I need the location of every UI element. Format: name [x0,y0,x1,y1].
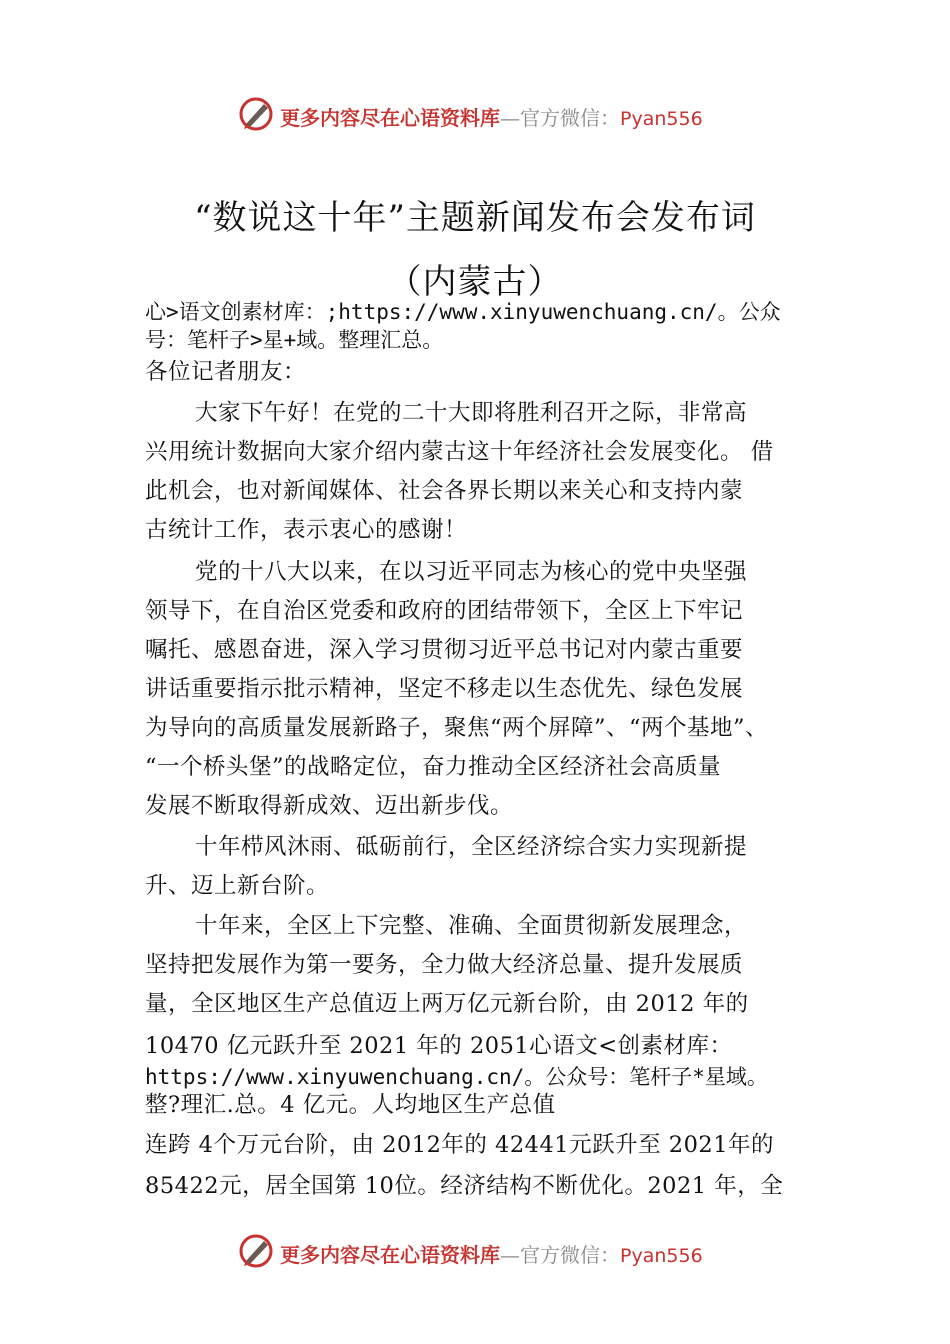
paragraph-line: 此机会，也对新闻媒体、社会各界长期以来关心和支持内蒙 [145,478,744,504]
paragraph-line: 量，全区地区生产总值迈上两万亿元新台阶，由 2012 年的 [145,991,749,1017]
pen-logo-icon [238,96,274,132]
paragraph-line: 十年来，全区上下完整、准确、全面贯彻新发展理念， [195,913,748,939]
watermark-line: 号：笔杆子>星+域。整理汇总。 [145,328,444,352]
paragraph-line: 10470 亿元跃升至 2021 年的 2051心语文<创素材库： [145,1033,733,1059]
watermark-line: 心>语文创素材库：;https://www.xinyuwenchuang.cn/。公众 [145,300,781,324]
paragraph-line: 古统计工作，表示衷心的感谢！ [145,517,468,543]
paragraph-line: 发展不断取得新成效、迈出新步伐。 [145,793,514,819]
banner-wechat-id: Pyan556 [620,1245,703,1267]
banner-wechat-label: —官方微信： [500,1243,620,1267]
paragraph-line: 领导下，在自治区党委和政府的团结带领下，全区上下牢记 [145,598,744,624]
paragraph-line: 大家下午好！在党的二十大即将胜利召开之际，非常高 [195,400,748,426]
paragraph-line: 85422元，居全国第 10位。经济结构不断优化。2021 年，全 [145,1173,784,1199]
page-title: “数说这十年”主题新闻发布会发布词 [194,198,756,238]
watermark-line: https://www.xinyuwenchuang.cn/。公众号：笔杆子*星域。 [145,1065,768,1089]
banner-wechat-id: Pyan556 [620,108,703,130]
paragraph-line: 为导向的高质量发展新路子，聚焦“两个屏障”、“两个基地”、 [145,715,769,741]
salutation: 各位记者朋友： [145,359,307,385]
paragraph-line: 坚持把发展作为第一要务，全力做大经济总量、提升发展质 [145,952,744,978]
page-subtitle: （内蒙古） [387,262,563,302]
paragraph-line: 讲话重要指示批示精神，坚定不移走以生态优先、绿色发展 [145,676,744,702]
paragraph-line: 整?理汇.总。4 亿元。人均地区生产总值 [145,1092,556,1118]
banner-brand: 更多内容尽在心语资料库 [280,1243,500,1267]
paragraph-line: 升、迈上新台阶。 [145,873,330,899]
banner-wechat-label: —官方微信： [500,106,620,130]
paragraph-line: 党的十八大以来，在以习近平同志为核心的党中央坚强 [195,559,748,585]
footer-banner [0,1233,950,1273]
paragraph-line: 兴用统计数据向大家介绍内蒙古这十年经济社会发展变化。 借 [145,439,774,465]
paragraph-line: 嘱托、感恩奋进，深入学习贯彻习近平总书记对内蒙古重要 [145,637,744,663]
paragraph-line: “一个桥头堡”的战略定位，奋力推动全区经济社会高质量 [145,754,722,780]
banner-brand: 更多内容尽在心语资料库 [280,106,500,130]
banner-text [280,1239,703,1268]
paragraph-line: 十年栉风沐雨、砥砺前行，全区经济综合实力实现新提 [195,834,748,860]
paragraph-line: 连跨 4个万元台阶，由 2012年的 42441元跃升至 2021年的 [145,1132,775,1158]
header-banner [0,96,950,136]
pen-logo-icon [238,1233,274,1269]
banner-text [280,102,703,131]
